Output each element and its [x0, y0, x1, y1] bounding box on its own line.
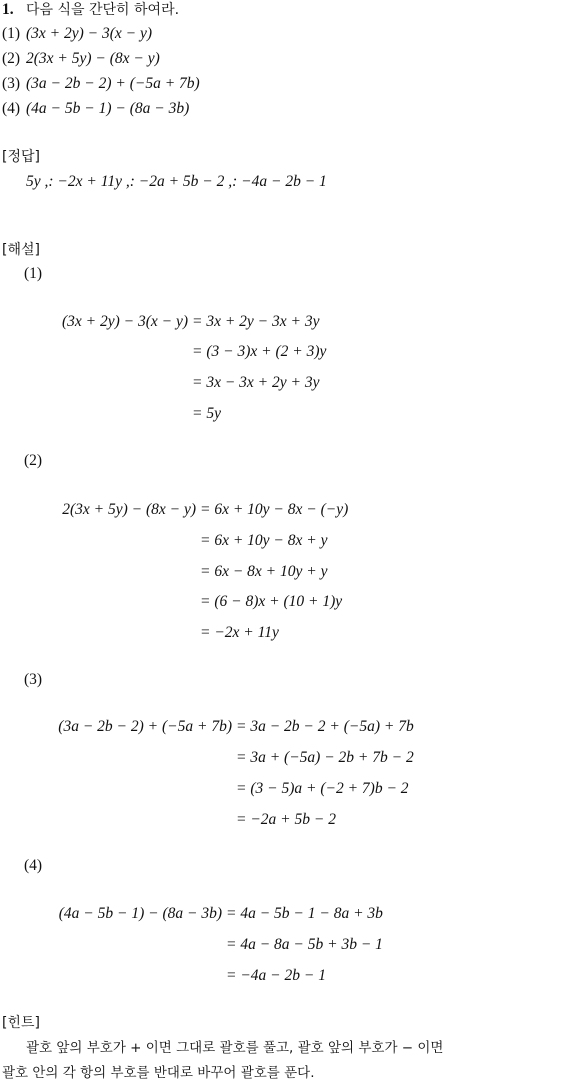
problem-item-expr: (3a − 2b − 2) + (−5a + 7b) — [26, 75, 200, 92]
solution-step: = 3a + (−5a) − 2b + 7b − 2 — [236, 749, 414, 766]
problem-item-expr: 2(3x + 5y) − (8x − y) — [26, 50, 160, 67]
solution-step: = 4a − 8a − 5b + 3b − 1 — [226, 936, 383, 953]
solution-step: = 4a − 5b − 1 − 8a + 3b — [226, 905, 383, 922]
hint-line-2: 괄호 안의 각 항의 부호를 반대로 바꾸어 괄호를 푼다. — [2, 1065, 315, 1081]
solution-lhs: 2(3x + 5y) − (8x − y) — [62, 501, 196, 518]
solution-part-label: (4) — [24, 857, 43, 874]
answer-heading: [정답] — [2, 149, 40, 165]
solution-step: = 6x + 10y − 8x + y — [200, 532, 328, 549]
solution-step: = −4a − 2b − 1 — [226, 967, 326, 984]
answer-line: 5y ,: −2x + 11y ,: −2a + 5b − 2 ,: −4a − 2b − 1 — [26, 173, 327, 190]
solution-lhs: (4a − 5b − 1) − (8a − 3b) — [58, 905, 222, 922]
solution-step: = −2x + 11y — [200, 624, 279, 641]
solution-heading: [해설] — [2, 242, 40, 258]
solution-step: = −2a + 5b − 2 — [236, 811, 336, 828]
problem-item-label: (4) — [2, 100, 21, 117]
solution-part-label: (3) — [24, 671, 43, 688]
solution-step: = 3x + 2y − 3x + 3y — [192, 313, 320, 330]
problem-item-expr: (3x + 2y) − 3(x − y) — [26, 25, 153, 42]
problem-item-label: (2) — [2, 50, 21, 67]
solution-step: = (6 − 8)x + (10 + 1)y — [200, 593, 343, 610]
problem-item-label: (3) — [2, 75, 21, 92]
solution-step: = 5y — [192, 405, 221, 422]
solution-part-label: (1) — [24, 265, 43, 282]
solution-step: = (3 − 3)x + (2 + 3)y — [192, 343, 327, 360]
hint-line-1: 괄호 앞의 부호가 + 이면 그대로 괄호를 풀고, 괄호 앞의 부호가 − 이면 — [26, 1040, 444, 1056]
problem-number: 1. — [2, 1, 14, 18]
solution-step: = 3a − 2b − 2 + (−5a) + 7b — [236, 718, 414, 735]
problem-item-label: (1) — [2, 25, 21, 42]
solution-lhs: (3a − 2b − 2) + (−5a + 7b) — [58, 718, 232, 735]
solution-step: = 6x + 10y − 8x − (−y) — [200, 501, 349, 518]
solution-step: = 6x − 8x + 10y + y — [200, 563, 328, 580]
problem-item-expr: (4a − 5b − 1) − (8a − 3b) — [26, 100, 190, 117]
problem-instruction: 다음 식을 간단히 하여라. — [26, 2, 180, 18]
solution-step: = (3 − 5)a + (−2 + 7)b − 2 — [236, 780, 409, 797]
solution-lhs: (3x + 2y) − 3(x − y) — [61, 313, 188, 330]
solution-step: = 3x − 3x + 2y + 3y — [192, 374, 320, 391]
solution-part-label: (2) — [24, 452, 43, 469]
hint-heading: [힌트] — [2, 1015, 40, 1031]
